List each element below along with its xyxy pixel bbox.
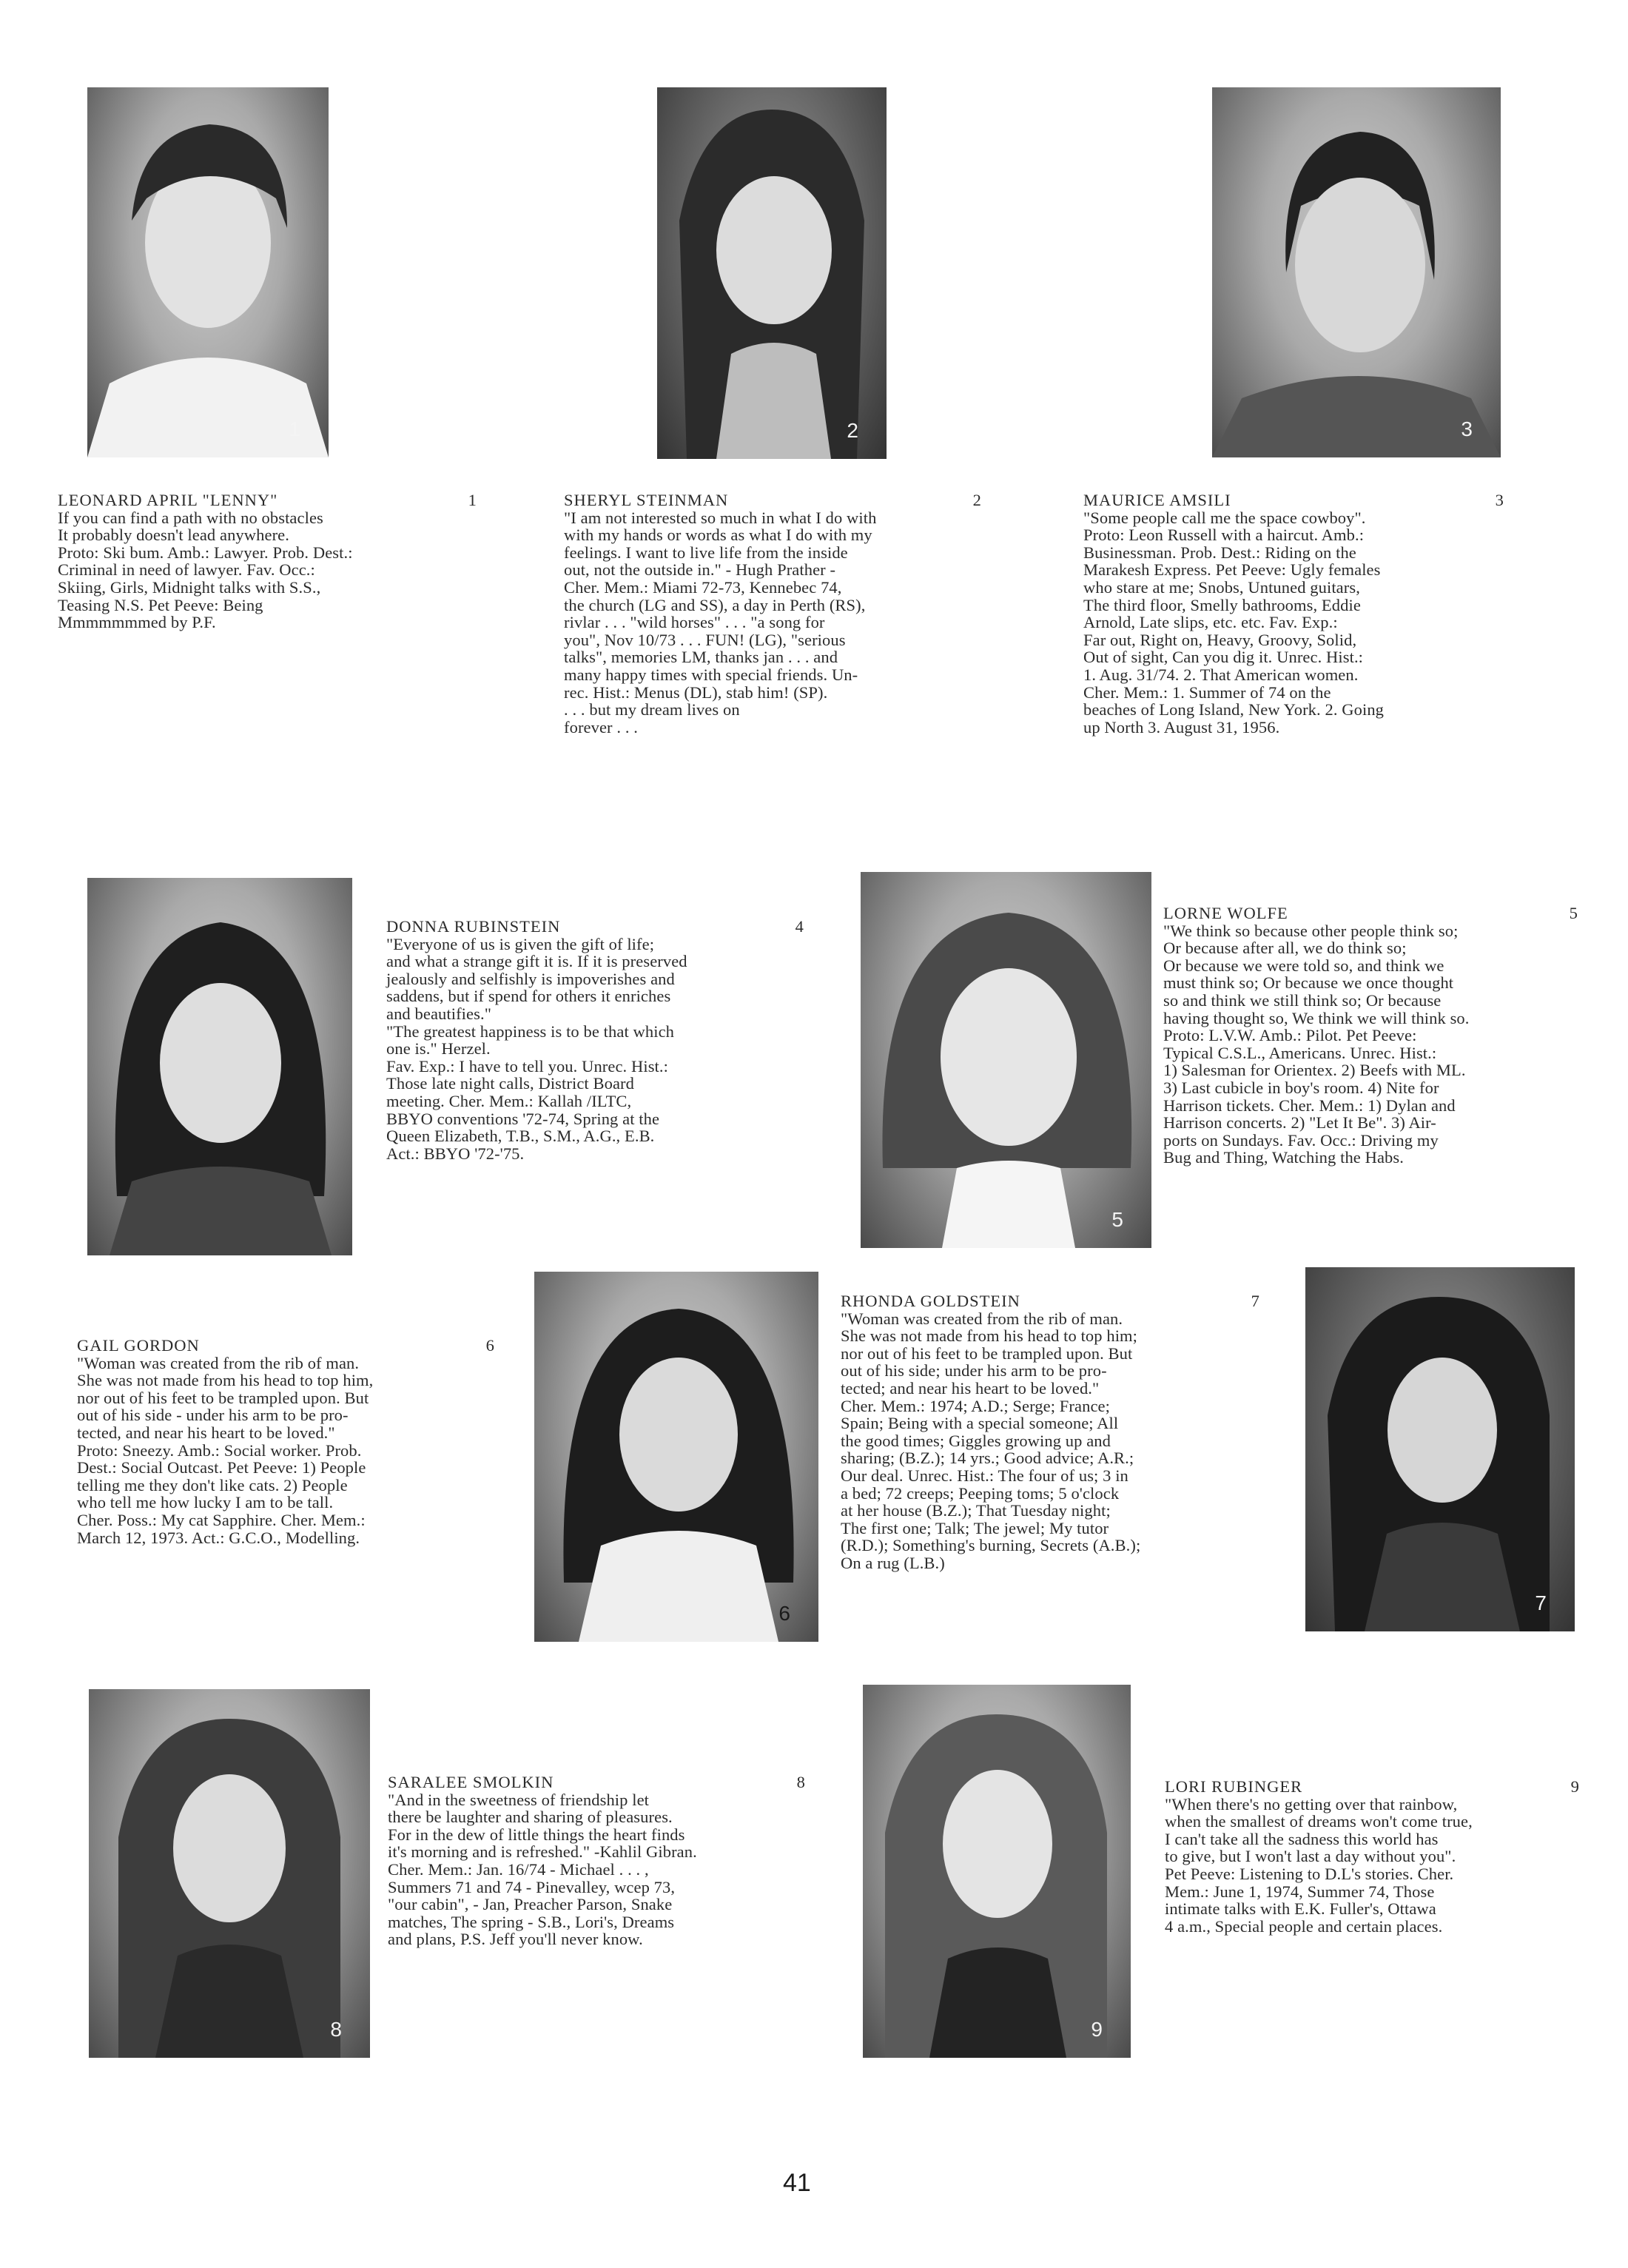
student-number: 9: [1570, 1777, 1579, 1796]
student-bio-text: "Woman was created from the rib of man. She was not made from his head to top him; nor out of his feet to be trampled upon. But out of his side; under his arm to be pro- tected; and near his heart to be loved." Cher. Mem.: 1974; A.D.; Serge; France; Spain; Being with a special someone; All the good times; Giggles growing up and sharing; (B.Z.); 14 yrs.; Good advice; A.R.; Our deal. Unrec. Hist.: The four of us; 3 in a bed; 72 creeps; Peeping toms; 5 o'clock at her house (B.Z.); That Tuesday night; The first one; Talk; The jewel; My tutor (R.D.); Something's burning, Secrets (A.B.); On a rug (L.B.): [841, 1309, 1141, 1572]
bio-block-4: [386, 918, 804, 1162]
student-name: SARALEE SMOLKIN: [388, 1773, 554, 1791]
student-name: LEONARD APRIL "LENNY": [58, 491, 278, 509]
student-number: 4: [795, 917, 804, 936]
student-name: DONNA RUBINSTEIN: [386, 917, 561, 936]
photo-number-3: 3: [1461, 417, 1473, 440]
student-number: 8: [796, 1773, 805, 1791]
student-name: LORI RUBINGER: [1165, 1777, 1303, 1796]
student-bio-text: If you can find a path with no obstacles It probably doesn't lead anywhere. Proto: Ski bum. Amb.: Lawyer. Prob. Dest.: Criminal in need of lawyer. Fav. Occ.: Skiing, Girls, Midnight talks with S.S., Teasing N.S. Pet Peeve: Being Mmmmmmmed by P.F.: [58, 508, 353, 632]
portrait-photo-5: [861, 872, 1151, 1248]
photo-number-1: 1: [289, 417, 300, 440]
student-bio-text: "Everyone of us is given the gift of life; and what a strange gift it is. If it is preserved jealously and selfishly is impoverishes and saddens, but if spend for others it enriches and beautifies." "The greatest happiness is to be that which one is." Herzel. Fav. Exp.: I have to tell you. Unrec. Hist.: Those late night calls, District Board meeting. Cher. Mem.: Kallah /ILTC, BBYO conventions '72-74, Spring at the Queen Elizabeth, T.B., S.M., A.G., E.B. Act.: BBYO '72-'75.: [386, 934, 687, 1163]
portrait-photo-3: [1212, 87, 1501, 457]
photo-number-7: 7: [1535, 1591, 1547, 1614]
photo-number-5: 5: [1111, 1208, 1123, 1231]
portrait-photo-9: [863, 1685, 1131, 2058]
student-bio-text: "And in the sweetness of friendship let there be laughter and sharing of pleasures. For in the dew of little things the heart finds it's morning and is refreshed." -Kahlil Gibran. Cher. Mem.: Jan. 16/74 - Michael . . . , Summers 71 and 74 - Pinevalley, wcep 73, "our cabin", - Jan, Preacher Parson, Snake matches, The spring - S.B., Lori's, Dreams and plans, P.S. Jeff you'll never know.: [388, 1790, 697, 1949]
student-number: 2: [972, 491, 981, 509]
bio-block-1: [58, 491, 477, 631]
student-number: 1: [468, 491, 477, 509]
portrait-photo-8: [89, 1689, 370, 2058]
bio-block-6: [77, 1337, 494, 1546]
photo-number-2: 2: [847, 419, 858, 442]
bio-block-8: [388, 1774, 805, 1948]
page-number: 41: [783, 2169, 811, 2197]
student-bio-text: "We think so because other people think so; Or because after all, we do think so; Or because we were told so, and think we must think so; Or because we once thought so and think we still think so; Or because having thought so, We think we will think so. Proto: L.V.W. Amb.: Pilot. Pet Peeve: Typical C.S.L., Americans. Unrec. Hist.: 1) Salesman for Orientex. 2) Beefs with ML. 3) Last cubicle in boy's room. 4) Nite for Harrison tickets. Cher. Mem.: 1) Dylan and Harrison concerts. 2) "Let It Be". 3) Air- ports on Sundays. Fav. Occ.: Driving my Bug and Thing, Watching the Habs.: [1163, 921, 1470, 1167]
portrait-photo-1: [87, 87, 329, 457]
portrait-photo-4: [87, 878, 352, 1255]
bio-block-7: [841, 1292, 1259, 1572]
student-name: RHONDA GOLDSTEIN: [841, 1292, 1020, 1310]
student-number: 6: [485, 1336, 494, 1355]
portrait-photo-2: [657, 87, 887, 459]
bio-block-3: [1083, 491, 1504, 736]
student-number: 5: [1569, 904, 1578, 922]
student-number: 7: [1251, 1292, 1259, 1310]
student-bio-text: "Woman was created from the rib of man. She was not made from his head to top him, nor out of his feet to be trampled upon. But out of his side - under his arm to be pro- tected, and near his heart to be loved." Proto: Sneezy. Amb.: Social worker. Prob. Dest.: Social Outcast. Pet Peeve: 1) People telling me they don't like cats. 2) People who tell me how lucky I am to be tall. Cher. Poss.: My cat Sapphire. Cher. Mem.: March 12, 1973. Act.: G.C.O., Modelling.: [77, 1353, 374, 1547]
bio-block-9: [1165, 1778, 1579, 1935]
photo-number-8: 8: [330, 2018, 342, 2041]
bio-block-2: [564, 491, 981, 736]
student-bio-text: "I am not interested so much in what I do with with my hands or words as what I do with my feelings. I want to live life from the inside out, not the outside in." - Hugh Prather - Cher. Mem.: Miami 72-73, Kennebec 74, the church (LG and SS), a day in Perth (RS), rivlar . . . "wild horses" . . . "a song for you", Nov 10/73 . . . FUN! (LG), "serious talks", memories LM, thanks jan . . . and many happy times with special friends. Un- rec. Hist.: Menus (DL), stab him! (SP). . . . but my dream lives on forever . . .: [564, 508, 877, 737]
student-number: 3: [1495, 491, 1504, 509]
student-name: GAIL GORDON: [77, 1336, 200, 1355]
student-name: LORNE WOLFE: [1163, 904, 1288, 922]
student-bio-text: "When there's no getting over that rainbow, when the smallest of dreams won't come true, I can't take all the sadness this world has to give, but I won't last a day without you". Pet Peeve: Listening to D.L's stories. Cher. Mem.: June 1, 1974, Summer 74, Those intimate talks with E.K. Fuller's, Ottawa 4 a.m., Special people and certain places.: [1165, 1794, 1473, 1936]
portrait-photo-6: [534, 1272, 818, 1642]
student-bio-text: "Some people call me the space cowboy". Proto: Leon Russell with a haircut. Amb.: Businessman. Prob. Dest.: Riding on the Marakesh Express. Pet Peeve: Ugly females who stare at me; Snobs, Untuned guitars, The third floor, Smelly bathrooms, Eddie Arnold, Late slips, etc. etc. Fav. Exp.: Far out, Right on, Heavy, Groovy, Solid, Out of sight, Can you dig it. Unrec. Hist.: 1. Aug. 31/74. 2. That American women. Cher. Mem.: 1. Summer of 74 on the beaches of Long Island, New York. 2. Going up North 3. August 31, 1956.: [1083, 508, 1385, 737]
photo-number-4: [312, 1215, 324, 1239]
portrait-photo-7: [1305, 1267, 1575, 1631]
photo-number-9: 9: [1091, 2018, 1103, 2041]
bio-block-5: [1163, 905, 1578, 1167]
student-name: SHERYL STEINMAN: [564, 491, 729, 509]
photo-number-6: 6: [778, 1602, 790, 1625]
student-name: MAURICE AMSILI: [1083, 491, 1231, 509]
